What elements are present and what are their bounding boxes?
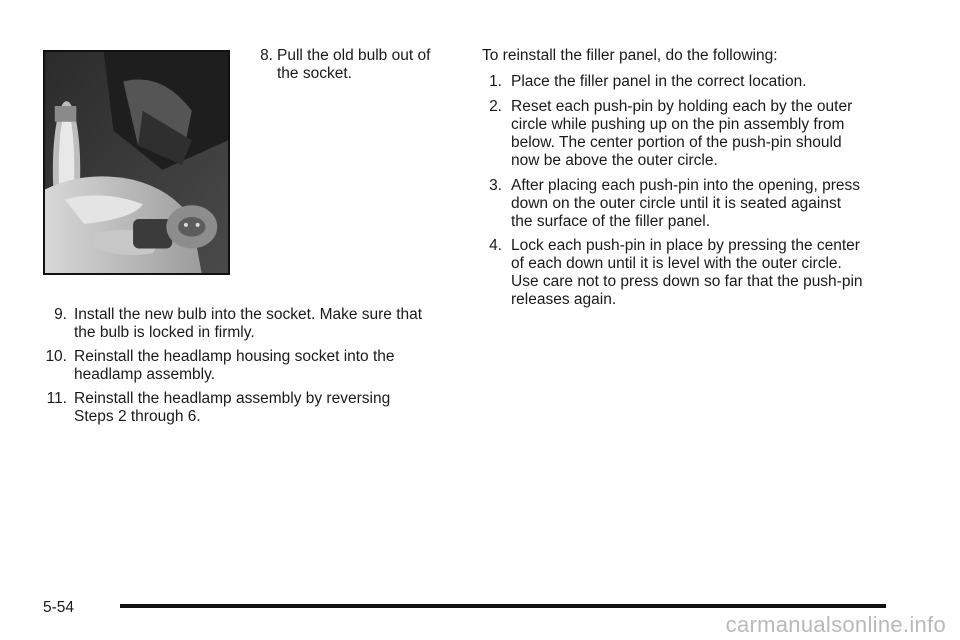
- step-number: 1.: [489, 73, 502, 90]
- step-number: 4.: [489, 237, 502, 254]
- step-text-line: Reset each push-pin by holding each by the outer: [511, 98, 853, 115]
- step-text-line: releases again.: [511, 291, 617, 308]
- step-number: 9.: [54, 306, 67, 323]
- step-number: 2.: [489, 98, 502, 115]
- step-text-line: below. The center portion of the push-pin should: [511, 134, 842, 151]
- step-9: [43, 306, 463, 342]
- step-text-line: headlamp assembly.: [74, 366, 216, 383]
- filler-step-4: [488, 237, 908, 309]
- step-text-line: of each down until it is level with the outer circle.: [511, 255, 842, 272]
- step-text-line: Pull the old bulb out of: [277, 47, 431, 64]
- step-text-line: Lock each push-pin in place by pressing the center: [511, 237, 860, 254]
- filler-step-1: [488, 73, 908, 91]
- step-text-line: Reinstall the headlamp assembly by reversing: [74, 390, 391, 407]
- step-number: 10.: [45, 348, 67, 365]
- filler-panel-intro: To reinstall the filler panel, do the following:: [482, 47, 778, 64]
- step-text-line: the bulb is locked in firmly.: [74, 324, 255, 341]
- step-10: [43, 348, 463, 384]
- step-text-line: Use care not to press down so far that the push-pin: [511, 273, 863, 290]
- bulb-photo-illustration: [45, 52, 228, 273]
- step-text-line: Steps 2 through 6.: [74, 408, 201, 425]
- step-text-line: After placing each push-pin into the opening, press: [511, 177, 860, 194]
- filler-step-2: [488, 98, 908, 170]
- bulb-removal-photo: [43, 50, 230, 275]
- page-number: 5-54: [43, 599, 75, 616]
- step-text-line: now be above the outer circle.: [511, 152, 718, 169]
- step-number: 8.: [260, 47, 273, 64]
- step-text-line: down on the outer circle until it is seated against: [511, 195, 841, 212]
- step-number: 3.: [489, 177, 502, 194]
- step-text-line: the socket.: [277, 65, 352, 82]
- step-text-line: the surface of the filler panel.: [511, 213, 711, 230]
- footer-rule: [120, 604, 886, 608]
- step-text-line: Install the new bulb into the socket. Make sure that: [74, 306, 423, 323]
- step-text-line: Reinstall the headlamp housing socket into the: [74, 348, 395, 365]
- filler-step-3: [488, 177, 908, 231]
- step-11: [43, 390, 463, 426]
- step-number: 11.: [46, 390, 67, 407]
- step-8: [243, 47, 473, 83]
- step-text-line: circle while pushing up on the pin assembly from: [511, 116, 845, 133]
- watermark: carmanualsonline.info: [725, 612, 946, 637]
- step-text-line: Place the filler panel in the correct location.: [511, 73, 807, 90]
